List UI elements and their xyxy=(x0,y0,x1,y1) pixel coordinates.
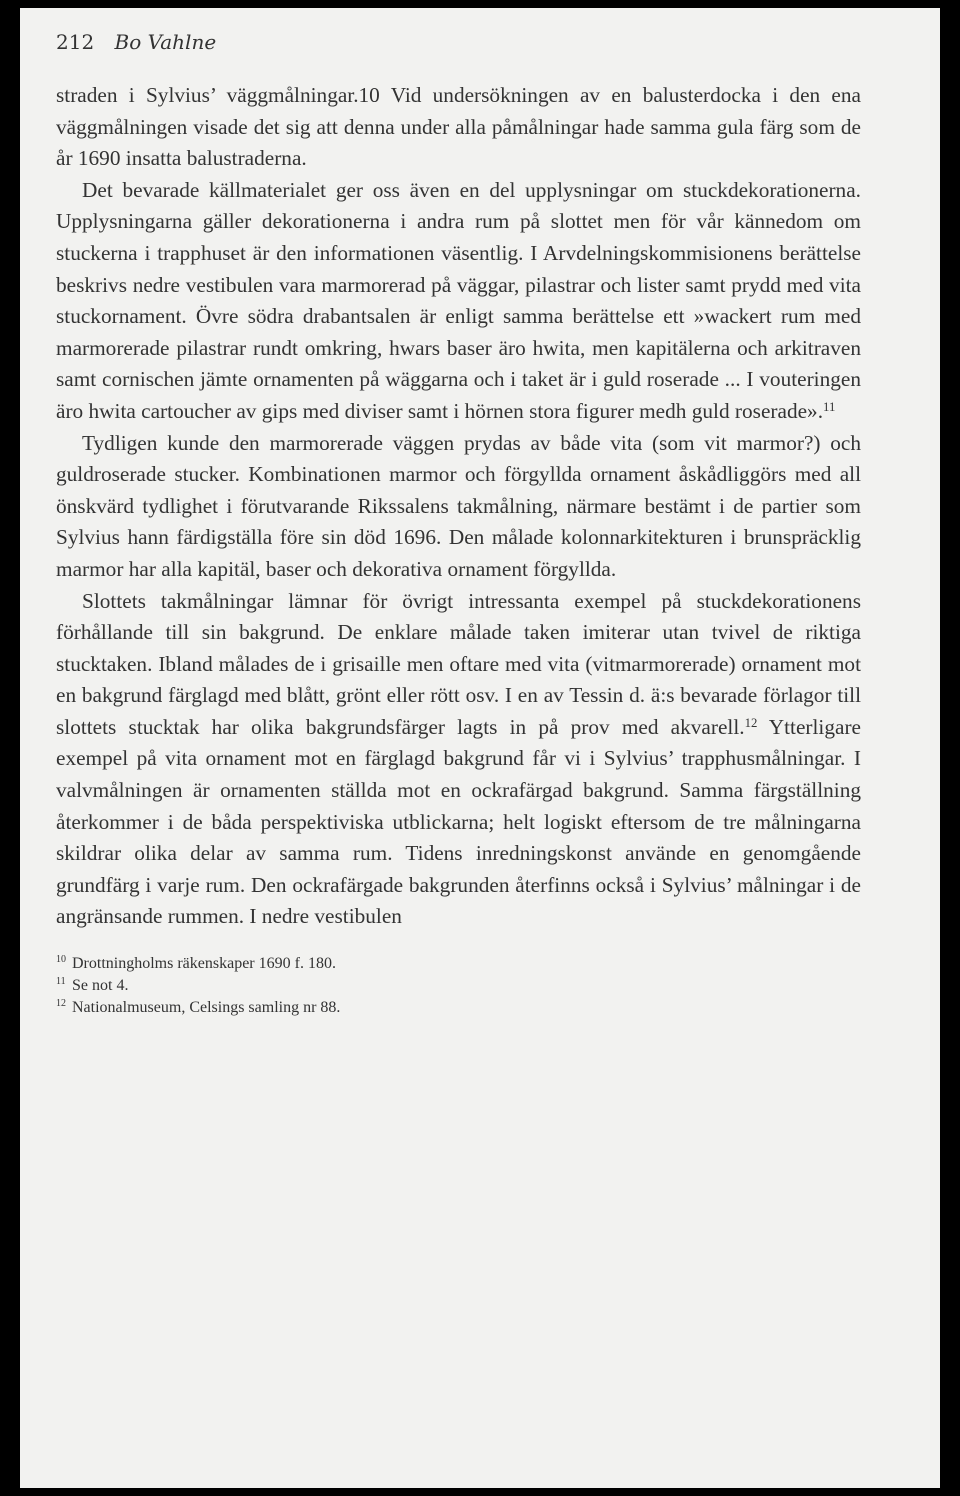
paragraph-1: straden i Sylvius’ väggmålningar.10 Vid undersökningen av en balusterdocka i den ena väggmålningen visade det sig att denna under alla påmålningar hade samma gula färg som de år 1690 insatta balustraderna. xyxy=(56,83,861,171)
page-content xyxy=(56,28,861,1019)
footnote-number: 11 xyxy=(56,976,66,988)
paragraph-2-text: Det bevarade källmaterialet ger oss även en del upplysningar om stuckdekorationerna. Upplysningarna gäller dekorationerna i andra rum på slottet men för vår kännedom om stuckerna i trapphuset är den informationen väsentlig. I Arvdelningskommisionens berättelse beskrivs nedre vestibulen vara marmorerad på väggar, pilastrar och lister samt prydd med vita stuckornament. Övre södra drabantsalen är enligt samma berättelse ett »wackert rum med marmorerade pilastrar rundt omkring, hwars baser äro hwita, men kapitälerna och arkitraven samt cornischen jämte ornamenten på wäggarna och i taket är i guld roserade ... I vouteringen äro hwita cartoucher av gips med diviser samt i hörnen stora figurer medh guld roserade». xyxy=(56,177,861,423)
body-text xyxy=(56,80,861,933)
paragraph-3: Tydligen kunde den marmorerade väggen prydas av både vita (som vit marmor?) och guldroserade stucker. Kombinationen marmor och förgyllda ornament åskådliggörs med all önskvärd tydlighet i förutvarande Rikssalens takmålning, närmare bestämt i de partier som Sylvius hann färdigställa före sin död 1696. Den målade kolonnarkitekturen i brunspräcklig marmor har alla kapitäl, baser och dekorativa ornament förgyllda. xyxy=(56,430,861,581)
footnote-number: 12 xyxy=(56,998,66,1010)
footnote-text: Nationalmuseum, Celsings samling nr 88. xyxy=(72,999,341,1017)
page-number: 212 xyxy=(56,30,95,54)
paragraph-4 xyxy=(56,586,861,934)
paragraph-2 xyxy=(56,175,861,428)
running-head xyxy=(56,28,861,80)
paragraph-4-text-after: Ytterligare exempel på vita ornament mot en färglagd bakgrund får vi i Sylvius’ trapphusmålningar. I valvmålningen är ornamenten ställda mot en ockrafärgad bakgrund. Samma färgställning återkommer i de båda perspektiviska utblickarna; helt logiskt eftersom de tre målningarna skildrar olika delar av samma rum. Tidens inredningskonst använde en genomgående grundfärg i varje rum. Den ockrafärgade bakgrunden återfinns också i Sylvius’ målningar i de angränsande rummen. I nedre vestibulen xyxy=(56,714,861,929)
running-head-author: Bo Vahlne xyxy=(114,30,217,54)
paragraph-4-text-before: Slottets takmålningar lämnar för övrigt intressanta exempel på stuckdekorationens förhållande till sin bakgrund. De enklare målade taken imiterar utan tvivel de riktiga stucktaken. Ibland målades de i grisaille men oftare med vita (vitmarmorerade) ornament mot en bakgrund färglagd med blått, grönt eller rött osv. I en av Tessin d. ä:s bevarade förlagor till slottets stucktak har olika bakgrundsfärger lagts in på prov med akvarell. xyxy=(56,588,861,739)
footnote-ref-11: 11 xyxy=(823,399,836,414)
book-page xyxy=(20,8,940,1488)
footnote-text: Drottningholms räkenskaper 1690 f. 180. xyxy=(72,955,336,973)
footnote-12 xyxy=(56,997,861,1019)
footnotes xyxy=(56,953,861,1019)
footnote-10 xyxy=(56,953,861,975)
footnote-number: 10 xyxy=(56,954,66,966)
footnote-ref-12: 12 xyxy=(744,715,758,730)
footnote-text: Se not 4. xyxy=(72,977,129,995)
footnote-11 xyxy=(56,975,861,997)
